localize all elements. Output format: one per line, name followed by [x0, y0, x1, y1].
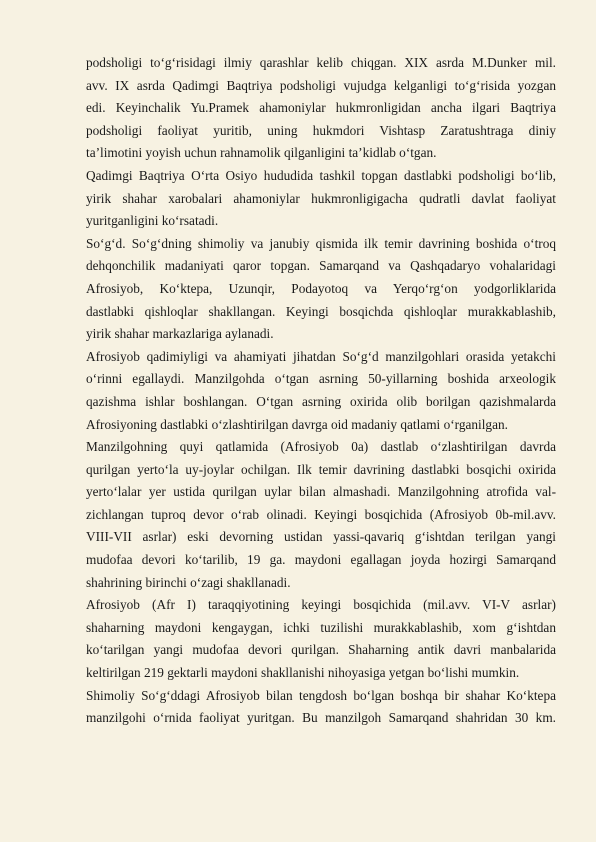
text-line: ko‘tarilgan yangi mudofaa devori qurilgan. Shaharning antik davri manbalarida [86, 642, 556, 658]
text-line: avv. IX asrda Qadimgi Baqtriya podsholigi vujudga kelganligi to‘g‘risida yozgan [86, 77, 556, 93]
document-page [86, 52, 556, 730]
text-line: Afrosiyob qadimiyligi va ahamiyati jihatdan So‘g‘d manzilgohlari orasida yetakchi [86, 348, 556, 364]
text-line: Manzilgohning quyi qatlamida (Afrosiyob 0a) dastlab o‘zlashtirilgan davrda [86, 439, 556, 455]
text-line: yirik shahar xarobalari ahamoniylar hukmronligigacha qudratli davlat faoliyat [86, 190, 556, 206]
text-line: qurilgan yerto‘la uy-joylar ochilgan. Ilk temir davrining dastlabki bosqichi oxirida [86, 461, 556, 477]
text-line: zichlangan tuproq devor o‘rab olinadi. Keyingi bosqichida (Afrosiyob 0b-mil.avv. [86, 506, 556, 522]
text-line: Qadimgi Baqtriya O‘rta Osiyo hududida tashkil topgan dastlabki podsholigi bo‘lib, [86, 167, 556, 183]
text-line: o‘rinni egallaydi. Manzilgohda o‘tgan asrning 50-yillarning boshida arxeologik [86, 371, 556, 387]
text-line: mudofaa devori ko‘tarilib, 19 ga. maydoni egallagan joyda hozirgi Samarqand [86, 552, 556, 568]
text-line: yuritganligini ko‘rsatadi. [86, 213, 219, 229]
text-line: So‘g‘d. So‘g‘dning shimoliy va janubiy qismida ilk temir davrining boshida o‘troq [86, 235, 556, 251]
text-line: Afrosiyoning dastlabki o‘zlashtirilgan davrga oid madaniy qatlami o‘rganilgan. [86, 416, 508, 432]
text-line: Shimoliy So‘g‘ddagi Afrosiyob bilan tengdosh bo‘lgan boshqa bir shahar Ko‘ktepa [86, 687, 556, 703]
text-line: podsholigi to‘g‘risidagi ilmiy qarashlar kelib chiqgan. XIX asrda M.Dunker mil. [86, 55, 556, 70]
text-line: yirik shahar markazlariga aylanadi. [86, 326, 274, 342]
text-line: dehqonchilik madaniyati qaror topgan. Samarqand va Qashqadaryo vohalaridagi [86, 258, 556, 274]
text-line: dastlabki qishloqlar shakllangan. Keyingi bosqichda qishloqlar murakkablashib, [86, 303, 556, 319]
text-line: qazishma ishlar boshlangan. O‘tgan asrning oxirida olib borilgan qazishmalarda [86, 393, 556, 409]
text-line: manzilgohi o‘rnida faoliyat yuritgan. Bu manzilgoh Samarqand shahridan 30 km. [86, 710, 556, 726]
text-line: shahrining birinchi o‘zagi shakllanadi. [86, 574, 291, 590]
text-line: shaharning maydoni kengaygan, ichki tuzilishi murakkablashib, xom g‘ishtdan [86, 619, 556, 635]
text-line: yerto‘lalar yer ustida qurilgan uylar bilan almashadi. Manzilgohning atrofida val- [86, 484, 556, 500]
text-line: keltirilgan 219 gektarli maydoni shakllanishi nihoyasiga yetgan bo‘lishi mumkin. [86, 665, 520, 681]
text-line: ta’limotini yoyish uchun rahnamolik qilganligini ta’kidlab o‘tgan. [86, 145, 437, 161]
text-line: VIII-VII asrlar) eski devorning ustidan yassi-qavariq g‘ishtdan terilgan yangi [86, 529, 556, 545]
text-line: edi. Keyinchalik Yu.Pramek ahamoniylar hukmronligidan ancha ilgari Baqtriya [86, 100, 556, 116]
text-line: podsholigi faoliyat yuritib, uning hukmdori Vishtasp Zaratushtraga diniy [86, 122, 556, 138]
text-line: Afrosiyob (Afr I) taraqqiyotining keyingi bosqichida (mil.avv. VI-V asrlar) [86, 597, 556, 613]
text-line: Afrosiyob, Ko‘ktepa, Uzunqir, Podayotoq va Yerqo‘rg‘on yodgorliklarida [86, 280, 556, 296]
